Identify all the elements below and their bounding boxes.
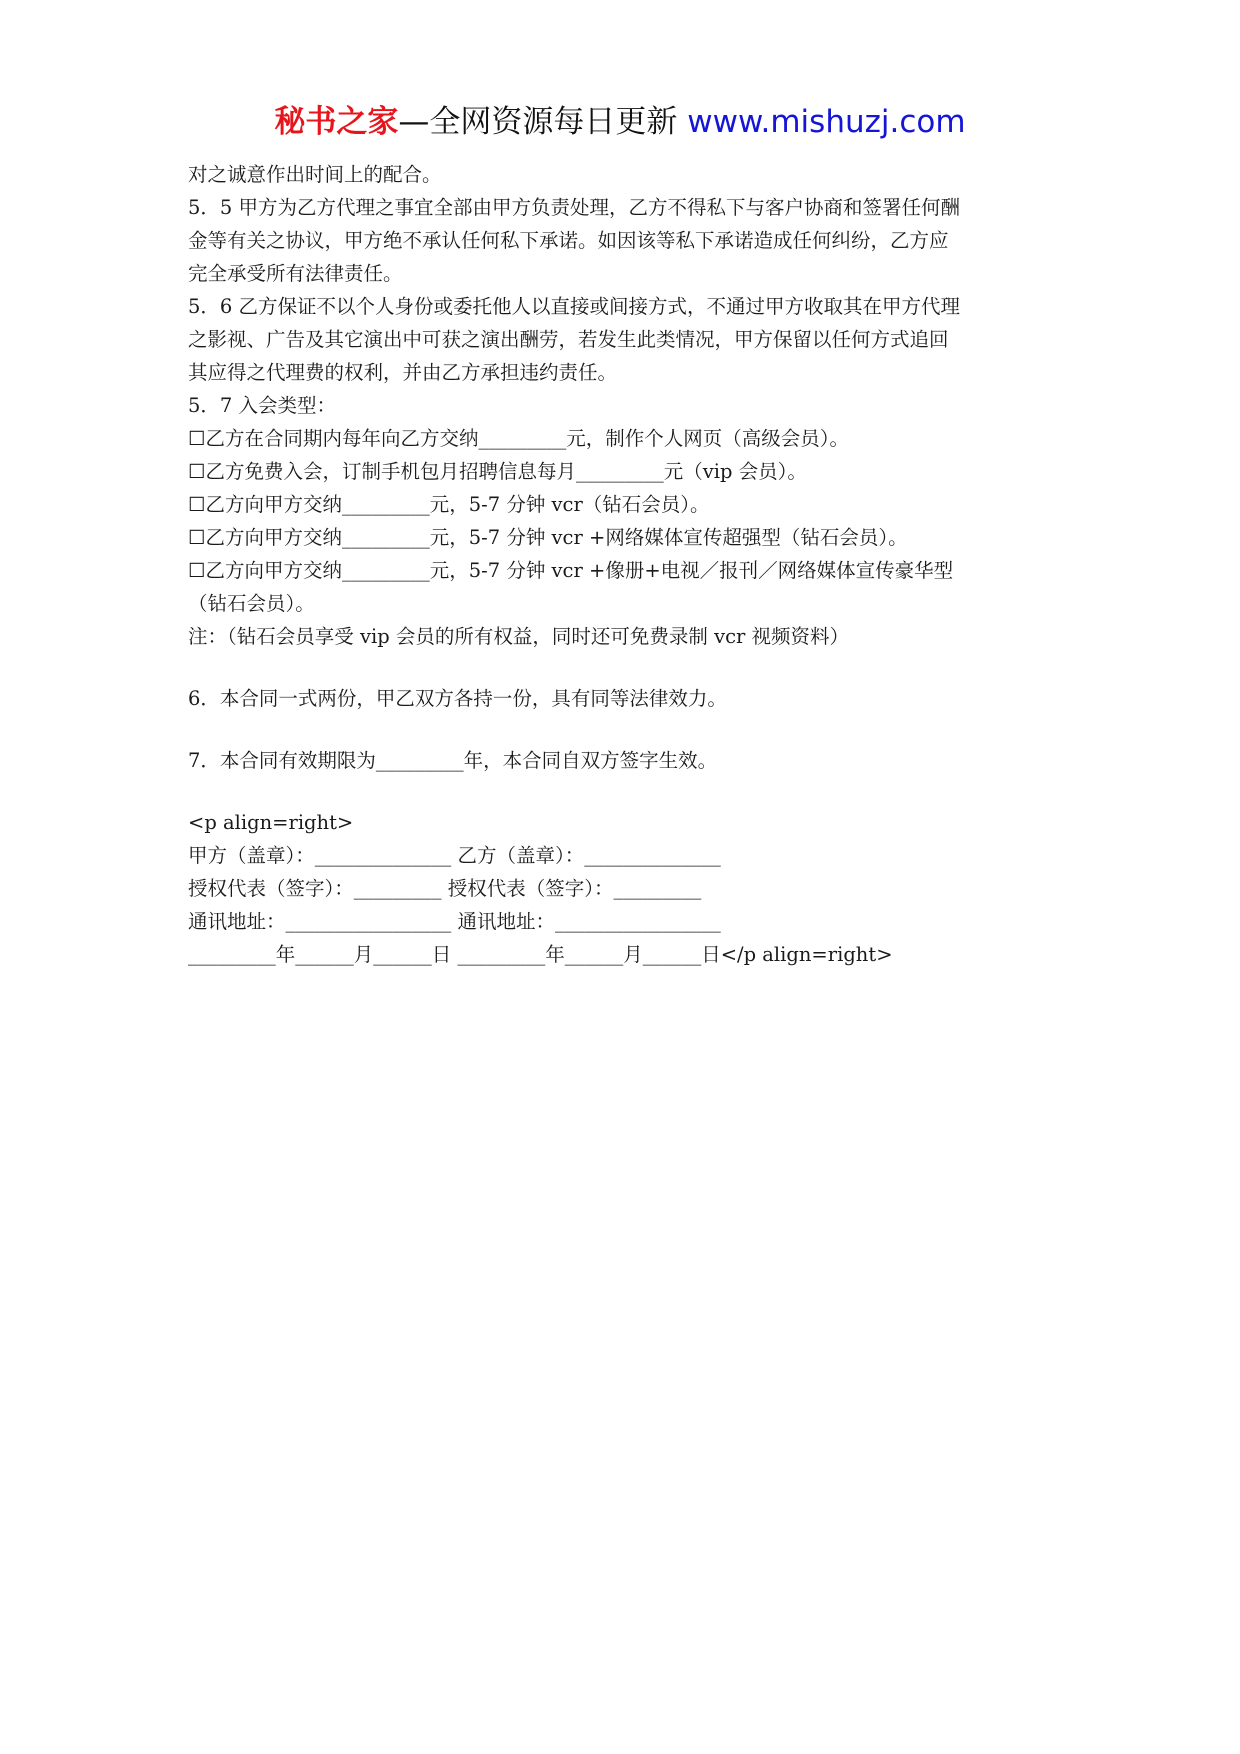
membership-note: 注：（钻石会员享受 vip 会员的所有权益，同时还可免费录制 vcr 视频资料） [188, 625, 850, 648]
membership-option: ☐乙方在合同期内每年向乙方交纳_________元，制作个人网页（高级会员）。 [188, 427, 849, 450]
clause-5-5-line: 5．5 甲方为乙方代理之事宜全部由甲方负责处理，乙方不得私下与客户协商和签署任何酬 [188, 196, 961, 219]
membership-option: ☐乙方向甲方交纳_________元，5-7 分钟 vcr +网络媒体宣传超强型（钻石会员）。 [188, 526, 908, 549]
site-url-link[interactable]: www.mishuzj.com [687, 104, 966, 140]
signature-seal-line: 甲方（盖章）：______________ 乙方（盖章）：______________ [188, 844, 721, 867]
membership-option: ☐乙方免费入会，订制手机包月招聘信息每月_________元（vip 会员）。 [188, 460, 807, 483]
membership-option-continued: （钻石会员）。 [188, 592, 315, 615]
spacer [188, 653, 1068, 682]
spacer [188, 777, 1068, 806]
clause-5-5-line: 金等有关之协议，甲方绝不承认任何私下承诺。如因该等私下承诺造成任何纠纷，乙方应 [188, 229, 949, 252]
membership-option: ☐乙方向甲方交纳_________元，5-7 分钟 vcr +像册+电视／报刊／网络媒体宣传豪华型 [188, 559, 954, 582]
site-header [0, 102, 1240, 142]
clause-5-7-heading: 5．7 入会类型： [188, 394, 337, 417]
signature-date-line: _________年______月______日 _________年______月______日</p align=right> [188, 943, 893, 966]
brand-name: 秘书之家 [274, 104, 399, 140]
clause-5-6-line: 之影视、广告及其它演出中可获之演出酬劳，若发生此类情况，甲方保留以任何方式追回 [188, 328, 949, 351]
spacer [188, 715, 1068, 744]
clause-5-5-line: 完全承受所有法律责任。 [188, 262, 403, 285]
raw-html-text: <p align=right> [188, 811, 354, 834]
membership-option: ☐乙方向甲方交纳_________元，5-7 分钟 vcr（钻石会员）。 [188, 493, 710, 516]
clause-6: 6．本合同一式两份，甲乙双方各持一份，具有同等法律效力。 [188, 687, 727, 710]
signature-address-line: 通讯地址：_________________ 通讯地址：_________________ [188, 910, 721, 933]
clause-5-6-line: 5．6 乙方保证不以个人身份或委托他人以直接或间接方式，不通过甲方收取其在甲方代理 [188, 295, 961, 318]
paragraph-line: 对之诚意作出时间上的配合。 [188, 163, 442, 186]
signature-representative-line: 授权代表（签字）：_________ 授权代表（签字）：_________ [188, 877, 702, 900]
clause-5-6-line: 其应得之代理费的权利，并由乙方承担违约责任。 [188, 361, 618, 384]
contract-body [188, 158, 1068, 971]
clause-7: 7．本合同有效期限为_________年，本合同自双方签字生效。 [188, 749, 718, 772]
header-slogan: —全网资源每日更新 [398, 104, 688, 140]
